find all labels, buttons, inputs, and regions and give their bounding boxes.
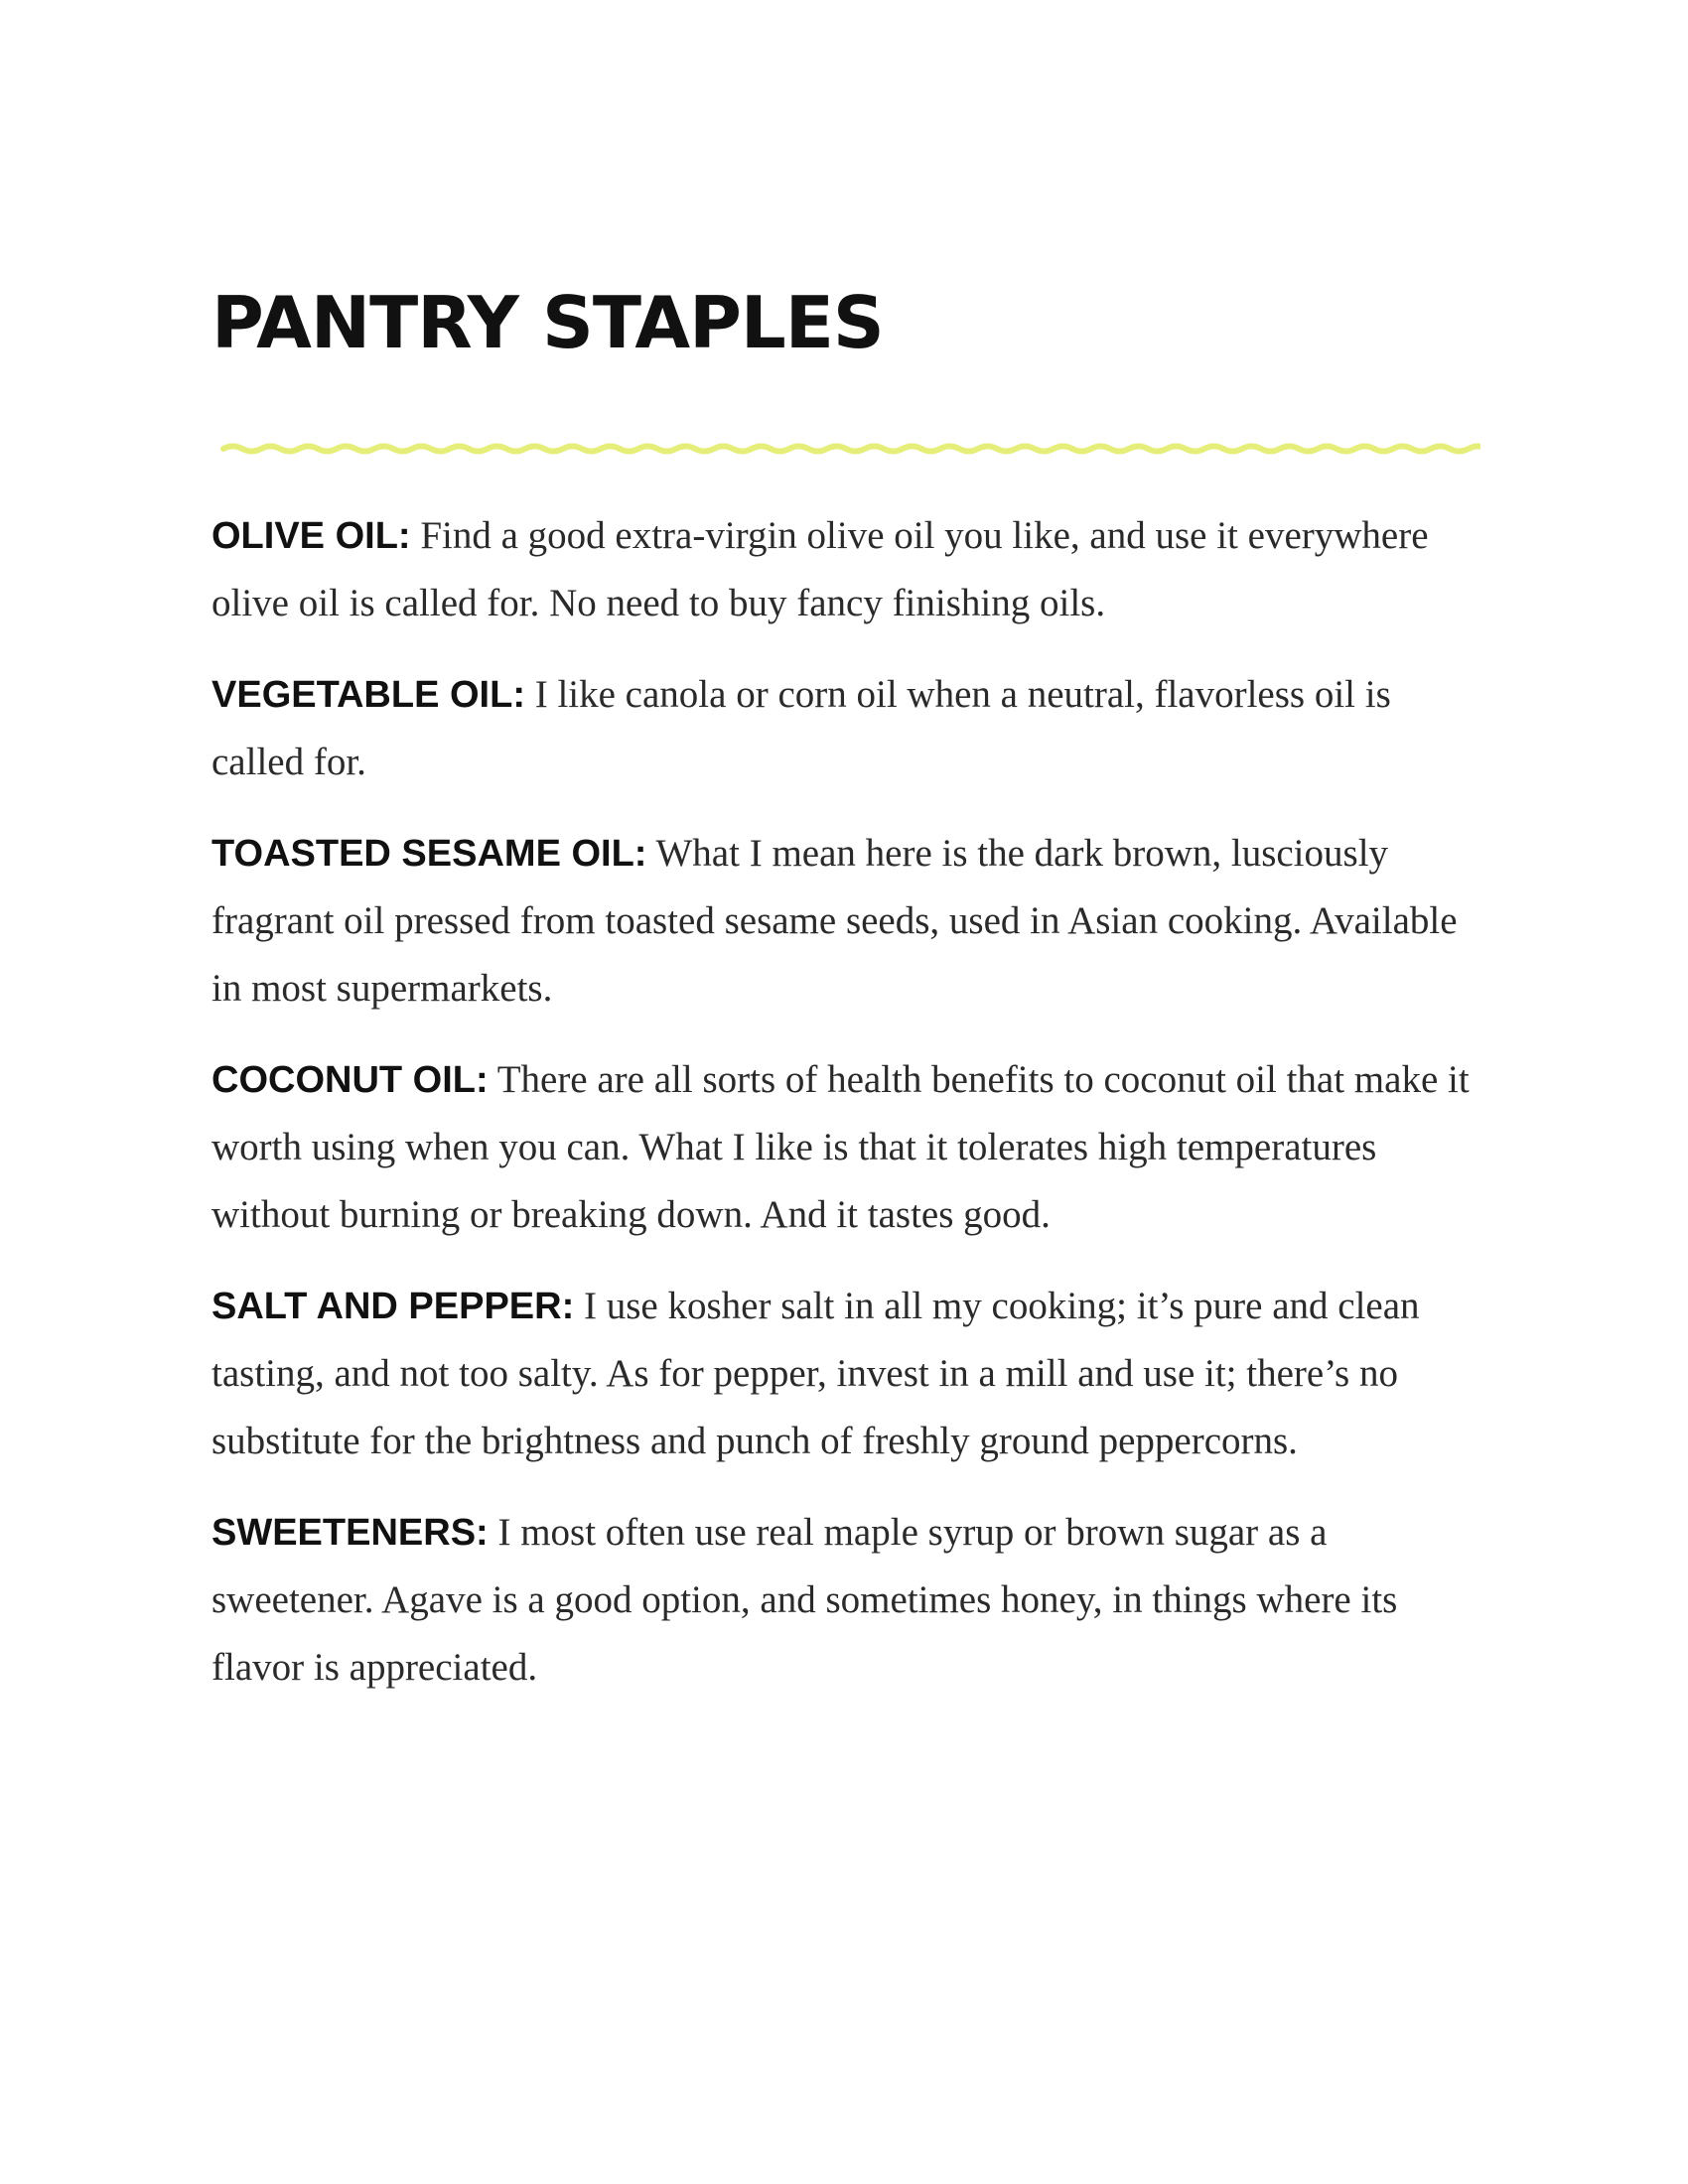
entry-salt-and-pepper <box>211 1273 1492 1475</box>
page-content <box>211 278 1492 1725</box>
wavy-divider <box>219 437 1480 461</box>
entry-coconut-oil <box>211 1046 1492 1249</box>
entry-text: There are all sorts of health benefits to coconut oil that make it worth using when you can. What I like is that it tolerates high temperatures without burning or breaking down. And it tastes good. <box>211 1058 1470 1236</box>
entry-olive-oil <box>211 502 1492 637</box>
entry-sweeteners <box>211 1499 1492 1702</box>
entry-term: SWEETENERS: <box>211 1512 489 1554</box>
entry-term: VEGETABLE OIL: <box>211 674 525 716</box>
entry-term: OLIVE OIL: <box>211 515 411 557</box>
entry-text: Find a good extra-virgin olive oil you like, and use it everywhere olive oil is called for. No need to buy fancy finishing oils. <box>211 514 1429 624</box>
entry-text: What I mean here is the dark brown, lusciously fragrant oil pressed from toasted sesame seeds, used in Asian cooking. Available in most supermarkets. <box>211 832 1458 1010</box>
entry-text: I like canola or corn oil when a neutral, flavorless oil is called for. <box>211 673 1391 783</box>
entry-term: SALT AND PEPPER: <box>211 1286 575 1327</box>
entry-text: I use kosher salt in all my cooking; it’s pure and clean tasting, and not too salty. As for pepper, invest in a mill and use it; there’s no substitute for the brightness and punch of freshly ground peppercorns. <box>211 1285 1420 1462</box>
entry-term: TOASTED SESAME OIL: <box>211 833 647 875</box>
page-title: PANTRY STAPLES <box>211 281 884 364</box>
entry-text: I most often use real maple syrup or brown sugar as a sweetener. Agave is a good option, and sometimes honey, in things where its flavor is appreciated. <box>211 1511 1398 1689</box>
entry-vegetable-oil <box>211 661 1492 796</box>
entry-term: COCONUT OIL: <box>211 1059 489 1101</box>
entry-toasted-sesame-oil <box>211 820 1492 1023</box>
